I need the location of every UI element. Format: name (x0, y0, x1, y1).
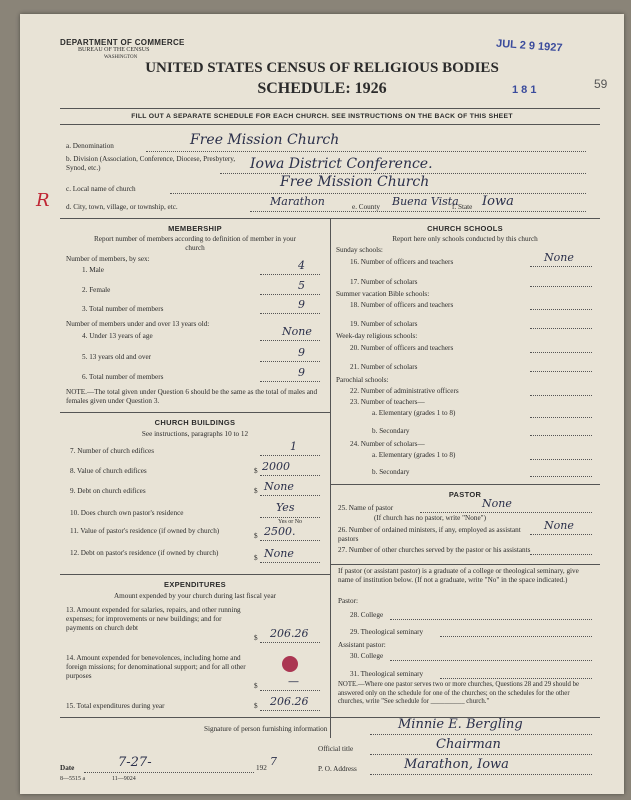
weekday-schools-label: Week-day religious schools: (336, 332, 418, 340)
pastor-section-label: Pastor: (338, 597, 358, 605)
membership-intro: Report number of members according to definition of member in your church (94, 235, 296, 252)
expenditures-intro: Amount expended by your church during last fiscal year (113, 592, 277, 600)
q31-label: 31. Theological seminary (350, 670, 424, 678)
county-value: Buena Vista (392, 195, 459, 208)
q8-dollar: $ (254, 467, 258, 475)
q8-value: 2000 (262, 460, 290, 473)
q7-value: 1 (290, 440, 297, 453)
denomination-value: Free Mission Church (190, 132, 340, 148)
q14-value: — (288, 675, 299, 688)
graduate-instructions: If pastor (or assistant pastor) is a graduate of a college or theological seminary, give name of institution below. (If not a graduate, write "No" in the space indicated.) (338, 567, 579, 584)
q2-value: 5 (298, 279, 305, 292)
q23b-label: b. Secondary (372, 427, 410, 435)
year-prefix: 192 (256, 764, 267, 772)
bureau-label: BUREAU OF THE CENSUS (78, 47, 150, 53)
q27-label: 27. Number of other churches served by the pastor or his assistants (338, 546, 531, 554)
parochial-schools-label: Parochial schools: (336, 376, 389, 384)
state-label: f. State (452, 203, 473, 211)
q6-value: 9 (298, 366, 305, 379)
q21-label: 21. Number of scholars (350, 363, 418, 371)
pastor-title: PASTOR (448, 490, 482, 499)
q6-label: 6. Total number of members (82, 373, 164, 381)
q26-label: 26. Number of ordained ministers, if any, employed as assistant pastors (338, 526, 521, 543)
q15-label: 15. Total expenditures during year (66, 702, 165, 710)
q8-label: 8. Value of church edifices (70, 467, 147, 475)
q3-value: 9 (298, 298, 305, 311)
q25-value: None (482, 497, 512, 510)
red-check-mark: R (36, 190, 50, 211)
pastor-note: NOTE.—Where one pastor serves two or more churches, Questions 28 and 29 should be answered only on the schedule for one of the churches; on the schedules for the other churches, write "See schedule for __________ church." (338, 681, 580, 705)
q9-label: 9. Debt on church edifices (70, 487, 146, 495)
q10-label: 10. Does church own pastor's residence (70, 509, 184, 517)
received-stamp-date: JUL 2 9 1927 (495, 37, 563, 55)
q16-value: None (544, 251, 574, 264)
q26-value: None (544, 519, 574, 532)
age-groups-label: Number of members under and over 13 years old: (66, 320, 210, 328)
q22-label: 22. Number of administrative officers (350, 387, 459, 395)
q12-value: None (264, 547, 294, 560)
q16-label: 16. Number of officers and teachers (350, 258, 454, 266)
address-value: Marathon, Iowa (404, 757, 509, 772)
form-title: UNITED STATES CENSUS OF RELIGIOUS BODIES (145, 60, 499, 76)
q23-label: 23. Number of teachers— (350, 398, 425, 406)
q17-label: 17. Number of scholars (350, 278, 418, 286)
q13-dollar: $ (254, 634, 258, 642)
buildings-intro: See instructions, paragraphs 10 to 12 (141, 430, 249, 438)
received-stamp-number: 1 8 1 (512, 84, 537, 96)
members-by-sex-label: Number of members, by sex: (66, 255, 150, 263)
q24-label: 24. Number of scholars— (350, 440, 425, 448)
q11-value: 2500. (264, 525, 296, 538)
q11-dollar: $ (254, 532, 258, 540)
q15-dollar: $ (254, 702, 258, 710)
q24a-label: a. Elementary (grades 1 to 8) (372, 451, 456, 459)
q15-value: 206.26 (270, 695, 309, 708)
date-value: 7-27- (118, 755, 152, 770)
denomination-label: a. Denomination (66, 142, 114, 150)
q4-label: 4. Under 13 years of age (82, 332, 153, 340)
q29-label: 29. Theological seminary (350, 628, 424, 636)
page-number: 59 (594, 77, 608, 91)
q9-dollar: $ (254, 487, 258, 495)
schools-intro: Report here only schools conducted by this church (392, 235, 538, 243)
schools-title: CHURCH SCHOOLS (427, 224, 503, 233)
sunday-schools-label: Sunday schools: (336, 246, 383, 254)
q20-label: 20. Number of officers and teachers (350, 344, 454, 352)
city-label: WASHINGTON (104, 55, 138, 60)
form-number: 8—5515 a (60, 776, 86, 782)
q3-label: 3. Total number of members (82, 305, 164, 313)
q28-label: 28. College (350, 611, 384, 619)
county-label: e. County (352, 203, 380, 211)
membership-title: MEMBERSHIP (168, 224, 222, 233)
state-value: Iowa (482, 194, 514, 209)
q10-value: Yes (276, 501, 295, 514)
q4-value: None (282, 325, 312, 338)
city-label-field: d. City, town, village, or township, etc. (66, 203, 178, 211)
local-name-value: Free Mission Church (280, 174, 430, 190)
division-label: b. Division (Association, Conference, Diocese, Presbytery, Synod, etc.) (66, 155, 236, 172)
year-value: 7 (270, 755, 277, 768)
q13-label: 13. Amount expended for salaries, repairs, and other running expenses; for improvements or new buildings; and for payments on church debt (66, 606, 241, 632)
address-label: P. O. Address (318, 765, 357, 773)
yes-no-hint: Yes or No (278, 519, 303, 525)
q30-label: 30. College (350, 652, 384, 660)
local-name-label: c. Local name of church (66, 185, 136, 193)
q9-value: None (264, 480, 294, 493)
dept-label: DEPARTMENT OF COMMERCE (60, 38, 185, 47)
schedule-title: SCHEDULE: 1926 (257, 80, 387, 97)
official-title-value: Chairman (436, 737, 501, 752)
q19-label: 19. Number of scholars (350, 320, 418, 328)
q1-value: 4 (298, 259, 305, 272)
summer-schools-label: Summer vacation Bible schools: (336, 290, 430, 298)
q12-label: 12. Debt on pastor's residence (if owned by church) (70, 549, 219, 557)
official-title-label: Official title (318, 745, 354, 753)
assistant-pastor-label: Assistant pastor: (338, 641, 386, 649)
q13-value: 206.26 (270, 627, 309, 640)
q14-dollar: $ (254, 682, 258, 690)
q11-label: 11. Value of pastor's residence (if owned by church) (70, 527, 220, 535)
q5-label: 5. 13 years old and over (82, 353, 152, 361)
q2-label: 2. Female (82, 286, 111, 294)
q1-label: 1. Male (82, 266, 104, 274)
red-wax-blot (282, 656, 298, 672)
q25-label: 25. Name of pastor (338, 504, 394, 512)
buildings-title: CHURCH BUILDINGS (154, 418, 236, 427)
instructions-banner: FILL OUT A SEPARATE SCHEDULE FOR EACH CHURCH. SEE INSTRUCTIONS ON THE BACK OF THIS SHEET (131, 113, 513, 120)
date-label: Date (60, 764, 75, 772)
signature-value: Minnie E. Bergling (398, 717, 523, 732)
division-value: Iowa District Conference. (250, 156, 433, 172)
q14-label: 14. Amount expended for benevolences, including home and foreign missions; for denominational support; and for all other purposes (66, 654, 246, 680)
membership-note: NOTE.—The total given under Question 6 should be the same as the total of males and females given under Question 3. (66, 388, 318, 405)
city-value: Marathon (270, 195, 325, 208)
q12-dollar: $ (254, 554, 258, 562)
q24b-label: b. Secondary (372, 468, 410, 476)
q18-label: 18. Number of officers and teachers (350, 301, 454, 309)
q23a-label: a. Elementary (grades 1 to 8) (372, 409, 456, 417)
q25-note: (If church has no pastor, write "None") (374, 514, 486, 522)
expenditures-title: EXPENDITURES (164, 580, 226, 589)
q7-label: 7. Number of church edifices (70, 447, 155, 455)
signature-label: Signature of person furnishing information (204, 725, 328, 733)
print-number: 11—9024 (112, 776, 136, 782)
q5-value: 9 (298, 346, 305, 359)
census-form (20, 14, 624, 794)
